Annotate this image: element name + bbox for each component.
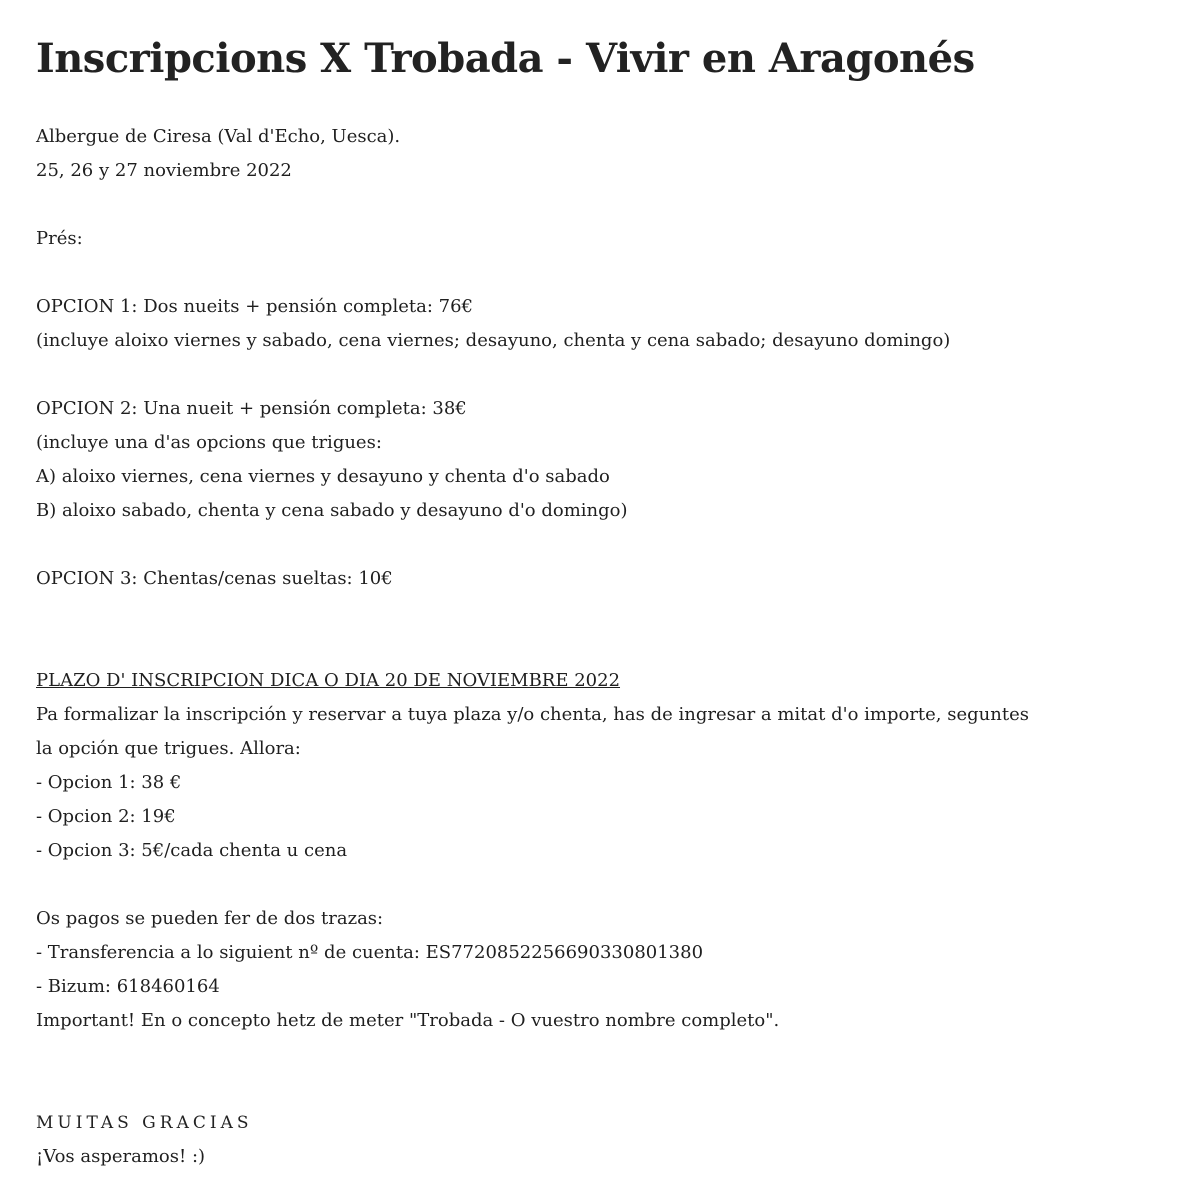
spacer <box>36 256 1156 290</box>
option2-choice-b: B) aloixo sabado, chenta y cena sabado y desayuno d'o domingo) <box>36 500 628 521</box>
closing-farewell: ¡Vos asperamos! :) <box>36 1146 206 1167</box>
closing-thanks: MUITAS GRACIAS <box>36 1113 253 1133</box>
spacer <box>36 358 1156 392</box>
spacer <box>36 868 1156 902</box>
option1-detail: (incluye aloixo viernes y sabado, cena viernes; desayuno, chenta y cena sabado; desayuno domingo) <box>36 330 951 351</box>
deposit-option3: - Opcion 3: 5€/cada chenta u cena <box>36 840 348 861</box>
payment-heading: Os pagos se pueden fer de dos trazas: <box>36 908 384 929</box>
registration-instructions-1: Pa formalizar la inscripción y reservar a tuya plaza y/o chenta, has de ingresar a mitat d'o importe, seguntes <box>36 704 1029 725</box>
page <box>36 28 1156 1174</box>
location-place: Albergue de Ciresa (Val d'Echo, Uesca). <box>36 126 401 147</box>
registration-instructions-2: la opción que trigues. Allora: <box>36 738 301 759</box>
spacer <box>36 188 1156 222</box>
option1-title: OPCION 1: Dos nueits + pensión completa: 76€ <box>36 296 473 317</box>
event-dates: 25, 26 y 27 noviembre 2022 <box>36 160 292 181</box>
payment-bizum: - Bizum: 618460164 <box>36 976 220 997</box>
option2-title: OPCION 2: Una nueit + pensión completa: 38€ <box>36 398 467 419</box>
spacer <box>36 528 1156 562</box>
payment-transfer: - Transferencia a lo siguient nº de cuenta: ES7720852256690330801380 <box>36 942 704 963</box>
option2-detail: (incluye una d'as opcions que trigues: <box>36 432 382 453</box>
option2-choice-a: A) aloixo viernes, cena viernes y desayuno y chenta d'o sabado <box>36 466 610 487</box>
spacer <box>36 596 1156 664</box>
option3-title: OPCION 3: Chentas/cenas sueltas: 10€ <box>36 568 393 589</box>
page-title: Inscripcions X Trobada - Vivir en Aragonés <box>36 35 975 82</box>
deposit-option2: - Opcion 2: 19€ <box>36 806 176 827</box>
payment-important-note: Important! En o concepto hetz de meter "Trobada - O vuestro nombre completo". <box>36 1010 780 1031</box>
registration-deadline: PLAZO D' INSCRIPCION DICA O DIA 20 DE NOVIEMBRE 2022 <box>36 670 621 691</box>
prices-heading: Prés: <box>36 228 83 249</box>
deposit-option1: - Opcion 1: 38 € <box>36 772 182 793</box>
document-body <box>36 120 1156 1174</box>
spacer <box>36 1038 1156 1106</box>
